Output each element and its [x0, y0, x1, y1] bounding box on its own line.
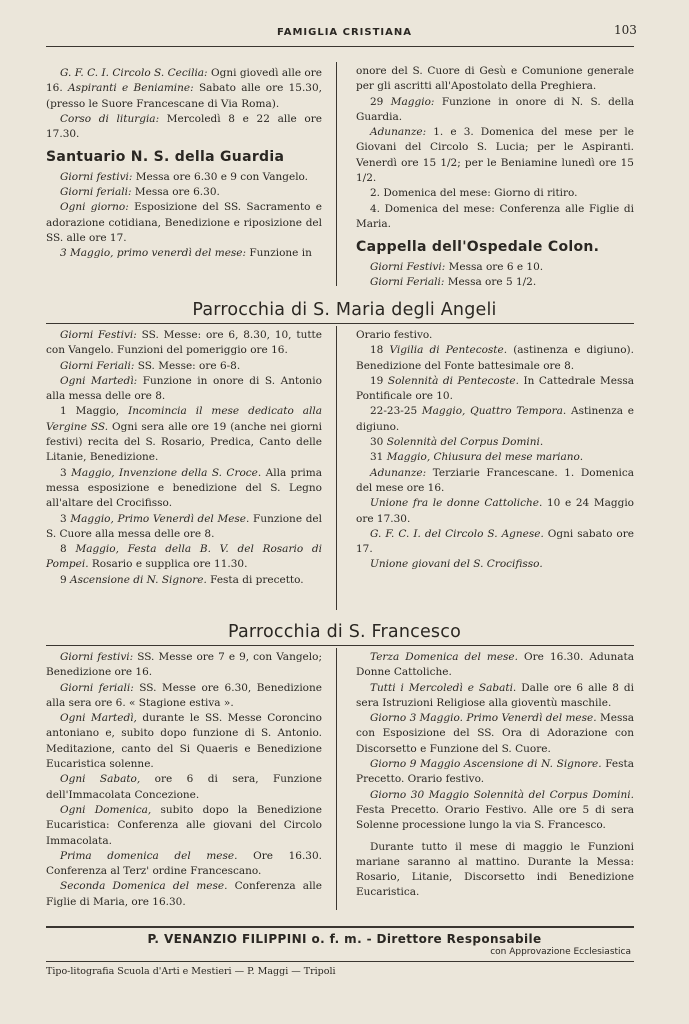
director-line: P. VENANZIO FILIPPINI o. f. m. - Direttore Responsabile — [147, 932, 542, 946]
paragraph — [356, 374, 634, 405]
italic-label: Ascensione di N. Signore. — [70, 573, 207, 586]
paragraph — [356, 343, 634, 374]
text: Funzione in — [246, 247, 312, 260]
paragraph — [46, 112, 322, 143]
paragraph — [46, 650, 322, 681]
paragraph — [46, 200, 322, 246]
italic-label: Solennità di Pentecoste. — [387, 374, 519, 387]
text: subito dopo la Benedizione Eucaristica: Conferenza alle giovani del Circolo Immacolata. — [46, 803, 322, 847]
italic-label: Giorni feriali: — [60, 681, 134, 694]
italic-label: Giorni Festivi: — [60, 329, 137, 341]
text: 8 — [60, 543, 76, 556]
text: Ore 16.30. Adunata Donne Cattoliche. — [356, 651, 634, 679]
italic-label: Tutti i Mercoledì e Sabati. — [370, 681, 517, 694]
italic-label: Maggio, Primo Venerdì del Mese. — [70, 512, 250, 525]
text: Ogni giovedì alle ore 16. — [46, 67, 322, 95]
italic-label: Giorni Feriali: — [60, 359, 135, 372]
italic-label: Giorni festivi: — [60, 651, 134, 663]
paragraph — [46, 573, 322, 588]
section-rule — [46, 323, 634, 324]
italic-label: Giorno 3 Maggio. Primo Venerdì del mese. — [370, 712, 597, 725]
paragraph — [356, 788, 634, 834]
paragraph — [356, 125, 634, 186]
paragraph — [46, 374, 322, 405]
paragraph — [356, 450, 634, 465]
text: ore 6 di sera, Funzione dell'Immacolata Concezione. — [46, 773, 322, 801]
italic-label: Giorni Feriali: — [370, 275, 445, 288]
text: Festa di precetto. — [206, 573, 304, 586]
text: Funzione in onore di N. S. della Guardia. — [356, 95, 634, 123]
text: 9 — [60, 573, 71, 586]
san-francesco-right-column — [356, 650, 634, 901]
section-title-santa-maria: Parrocchia di S. Maria degli Angeli — [192, 300, 497, 320]
paragraph — [46, 849, 322, 880]
header-rule — [46, 46, 634, 47]
italic-label: Giorno 9 Maggio Ascensione di N. Signore. — [370, 758, 602, 771]
text: Alla prima messa esposizione e benedizione del S. Legno all'altare del Crocifisso. — [46, 466, 322, 510]
italic-label: Corso di liturgia: — [60, 112, 160, 125]
text: Ogni sabato ore 17. — [356, 527, 634, 556]
paragraph — [46, 466, 322, 512]
top-right-column — [356, 64, 634, 290]
text: SS. Messe ore 7 e 9, con Vangelo; Benedizione ore 16. — [46, 651, 322, 679]
paragraph — [46, 512, 322, 543]
column-divider — [336, 648, 337, 910]
paragraph — [46, 404, 322, 465]
paragraph — [356, 757, 634, 788]
text: Messa ore 5 1/2. — [444, 275, 537, 288]
italic-label: Ogni Domenica, — [60, 803, 152, 816]
text: Messa con Esposizione del SS. Ora di Adorazione con Discorsetto e Funzione del S. Cuore. — [356, 712, 634, 755]
paragraph — [46, 803, 322, 849]
subheading-cappella: Cappella dell'Ospedale Colon. — [356, 239, 600, 256]
italic-label: 3 Maggio, primo venerdì del mese: — [60, 247, 247, 260]
paragraph — [356, 527, 634, 558]
paragraph — [46, 246, 322, 261]
text: Ogni sera alle ore 19 (anche nei giorni festivi) recita del S. Rosario, Predica, Canto delle Litanie, Benedizione. — [46, 420, 322, 464]
paragraph — [46, 879, 322, 910]
footer-rule-top — [46, 926, 634, 928]
text: Festa Precetto. Orario festivo. — [356, 758, 634, 786]
italic-label: Giorni festivi: — [60, 170, 133, 183]
italic-label: Maggio, Quattro Tempora. — [421, 405, 567, 418]
paragraph — [356, 711, 634, 757]
santa-maria-left-column — [46, 328, 322, 588]
text: Dalle ore 6 alle 8 di sera Istruzioni Religiose alla gioventù maschile. — [356, 681, 634, 709]
italic-label: Unione fra le donne Cattoliche. — [370, 497, 543, 510]
text: Terziarie Francescane. 1. Domenica del mese ore 16. — [356, 466, 634, 494]
italic-label: Seconda Domenica del mese. — [60, 880, 228, 893]
text: durante le SS. Messe Coroncino antoniano e, subito dopo funzione di S. Antonio. Meditazione, canto del Si Quaeris e Benedizione Eucaristica solenne. — [46, 712, 322, 771]
text: (astinenza e digiuno). Benedizione del Fonte battesimale ore 8. — [356, 344, 634, 372]
text: SS. Messe ore 6.30, Benedizione alla sera ore 6. « Stagione estiva ». — [46, 681, 322, 709]
subheading-santuario: Santuario N. S. della Guardia — [46, 149, 285, 166]
text: 1. e 3. Domenica del mese per le Giovani del Circolo S. Lucia; per le Aspiranti. Venerdì ore 15 1/2; per le Beniamine lunedì ore 15 1/2. — [356, 126, 634, 185]
paragraph: Orario festivo. — [356, 329, 433, 341]
paragraph — [356, 557, 634, 572]
paragraph — [46, 772, 322, 803]
italic-label: Maggio: — [390, 95, 435, 108]
italic-label: G. F. C. I. del Circolo S. Agnese. — [370, 527, 544, 540]
footer-rule-bottom — [46, 961, 634, 962]
italic-label: Giorni feriali: — [60, 186, 132, 199]
paragraph — [356, 466, 634, 497]
top-left-column — [46, 66, 322, 262]
column-divider — [336, 62, 337, 286]
text: SS. Messe: ore 6, 8.30, 10, tutte con Vangelo. Funzioni del pomeriggio ore 16. — [46, 329, 322, 357]
text: Sabato alle ore 15.30, (presso le Suore Francescane di Via Roma). — [46, 82, 322, 110]
text: 29 — [370, 95, 391, 108]
paragraph — [46, 542, 322, 573]
printer-imprint: Tipo-litografia Scuola d'Arti e Mestieri — P. Maggi — Tripoli — [46, 966, 336, 977]
paragraph — [46, 66, 322, 112]
text: 22-23-25 — [370, 405, 422, 418]
text: Ore 16.30. Conferenza al Terz' ordine Francescano. — [46, 849, 322, 878]
approval-line: con Approvazione Ecclesiastica — [490, 947, 631, 957]
italic-label: Ogni giorno: — [60, 201, 129, 214]
san-francesco-left-column — [46, 650, 322, 910]
running-header: FAMIGLIA CRISTIANA — [277, 27, 412, 38]
paragraph — [356, 681, 634, 712]
text: 1 Maggio, — [60, 405, 129, 418]
paragraph: onore del S. Cuore di Gesù e Comunione generale per gli ascritti all'Apostolato della Preghiera. — [356, 65, 634, 93]
italic-label: Giorno 30 Maggio Solennità del Corpus Domini. — [370, 788, 634, 801]
text: Rosario e supplica ore 11.30. — [88, 558, 248, 571]
paragraph — [356, 496, 634, 527]
text: Astinenza e digiuno. — [356, 405, 635, 433]
text: Messa ore 6 e 10. — [445, 260, 544, 273]
section-title-san-francesco: Parrocchia di S. Francesco — [228, 622, 461, 642]
paragraph — [46, 185, 322, 200]
italic-label: Maggio, Chiusura del mese mariano. — [386, 451, 584, 464]
italic-label: Terza Domenica del mese. — [370, 651, 518, 663]
paragraph — [356, 95, 634, 126]
text: 19 — [370, 374, 388, 387]
paragraph — [46, 681, 322, 712]
text: 3 — [60, 512, 71, 525]
italic-label: Maggio, Invenzione della S. Croce. — [71, 466, 262, 479]
italic-label: Unione giovani del S. Crocifisso. — [370, 558, 543, 571]
paragraph — [356, 650, 634, 681]
paragraph: 2. Domenica del mese: Giorno di ritiro. — [370, 187, 578, 200]
italic-label: Maggio, Festa della B. V. del Rosario di Pompei. — [46, 543, 322, 571]
text: 18 — [370, 344, 390, 357]
text: Messa ore 6.30. — [131, 186, 220, 199]
paragraph — [46, 359, 322, 374]
italic-label: Incomincia il mese dedicato alla Vergine SS. — [46, 405, 322, 433]
italic-label: Ogni Martedì, — [60, 712, 137, 725]
paragraph: Durante tutto il mese di maggio le Funzioni mariane saranno al mattino. Durante la Messa: Rosario, Litanie, Discorsetto indi Benedizione Eucaristica. — [356, 840, 634, 899]
text: 3 — [60, 466, 72, 479]
paragraph — [46, 711, 322, 772]
text: Funzione in onore di S. Antonio alla messa delle ore 8. — [46, 374, 322, 403]
italic-label: G. F. C. I. Circolo S. Cecilia: — [60, 67, 208, 79]
paragraph — [46, 170, 322, 185]
text: Conferenza alle Figlie di Maria, ore 16.30. — [46, 880, 322, 908]
text: Esposizione del SS. Sacramento e adorazione cotidiana, Benedizione e riposizione del SS. alle ore 17. — [46, 201, 322, 244]
italic-label: Aspiranti e Beniamine: — [68, 82, 194, 95]
text: Funzione del S. Cuore alla messa delle ore 8. — [46, 512, 322, 540]
paragraph — [46, 328, 322, 359]
paragraph — [356, 435, 634, 450]
paragraph: 4. Domenica del mese: Conferenza alle Figlie di Maria. — [356, 202, 634, 230]
paragraph — [356, 275, 634, 290]
italic-label: Adunanze: — [370, 126, 427, 139]
paragraph — [356, 260, 634, 275]
text: 10 e 24 Maggio ore 17.30. — [356, 497, 634, 525]
italic-label: Vigilia di Pentecoste. — [389, 344, 508, 357]
italic-label: Solennità del Corpus Domini. — [386, 436, 544, 449]
italic-label: Adunanze: — [370, 466, 427, 479]
italic-label: Ogni Martedì: — [60, 374, 138, 387]
santa-maria-right-column — [356, 328, 634, 573]
section-rule — [46, 645, 634, 646]
italic-label: Giorni Festivi: — [370, 260, 446, 273]
column-divider — [336, 326, 337, 610]
italic-label: Ogni Sabato, — [60, 773, 141, 786]
paragraph — [356, 404, 634, 435]
text: 31 — [370, 451, 387, 464]
text: Festa Precetto. Orario Festivo. Alle ore 5 di sera Solenne processione lungo la via S. Francesco. — [356, 803, 634, 832]
italic-label: Prima domenica del mese. — [60, 849, 238, 862]
text: Messa ore 6.30 e 9 con Vangelo. — [132, 170, 309, 183]
text: In Cattedrale Messa Pontificale ore 10. — [356, 374, 634, 403]
text: Mercoledì 8 e 22 alle ore 17.30. — [46, 112, 322, 141]
text: SS. Messe: ore 6-8. — [134, 359, 241, 372]
text: 30 — [370, 436, 387, 449]
page-number: 103 — [614, 23, 637, 37]
